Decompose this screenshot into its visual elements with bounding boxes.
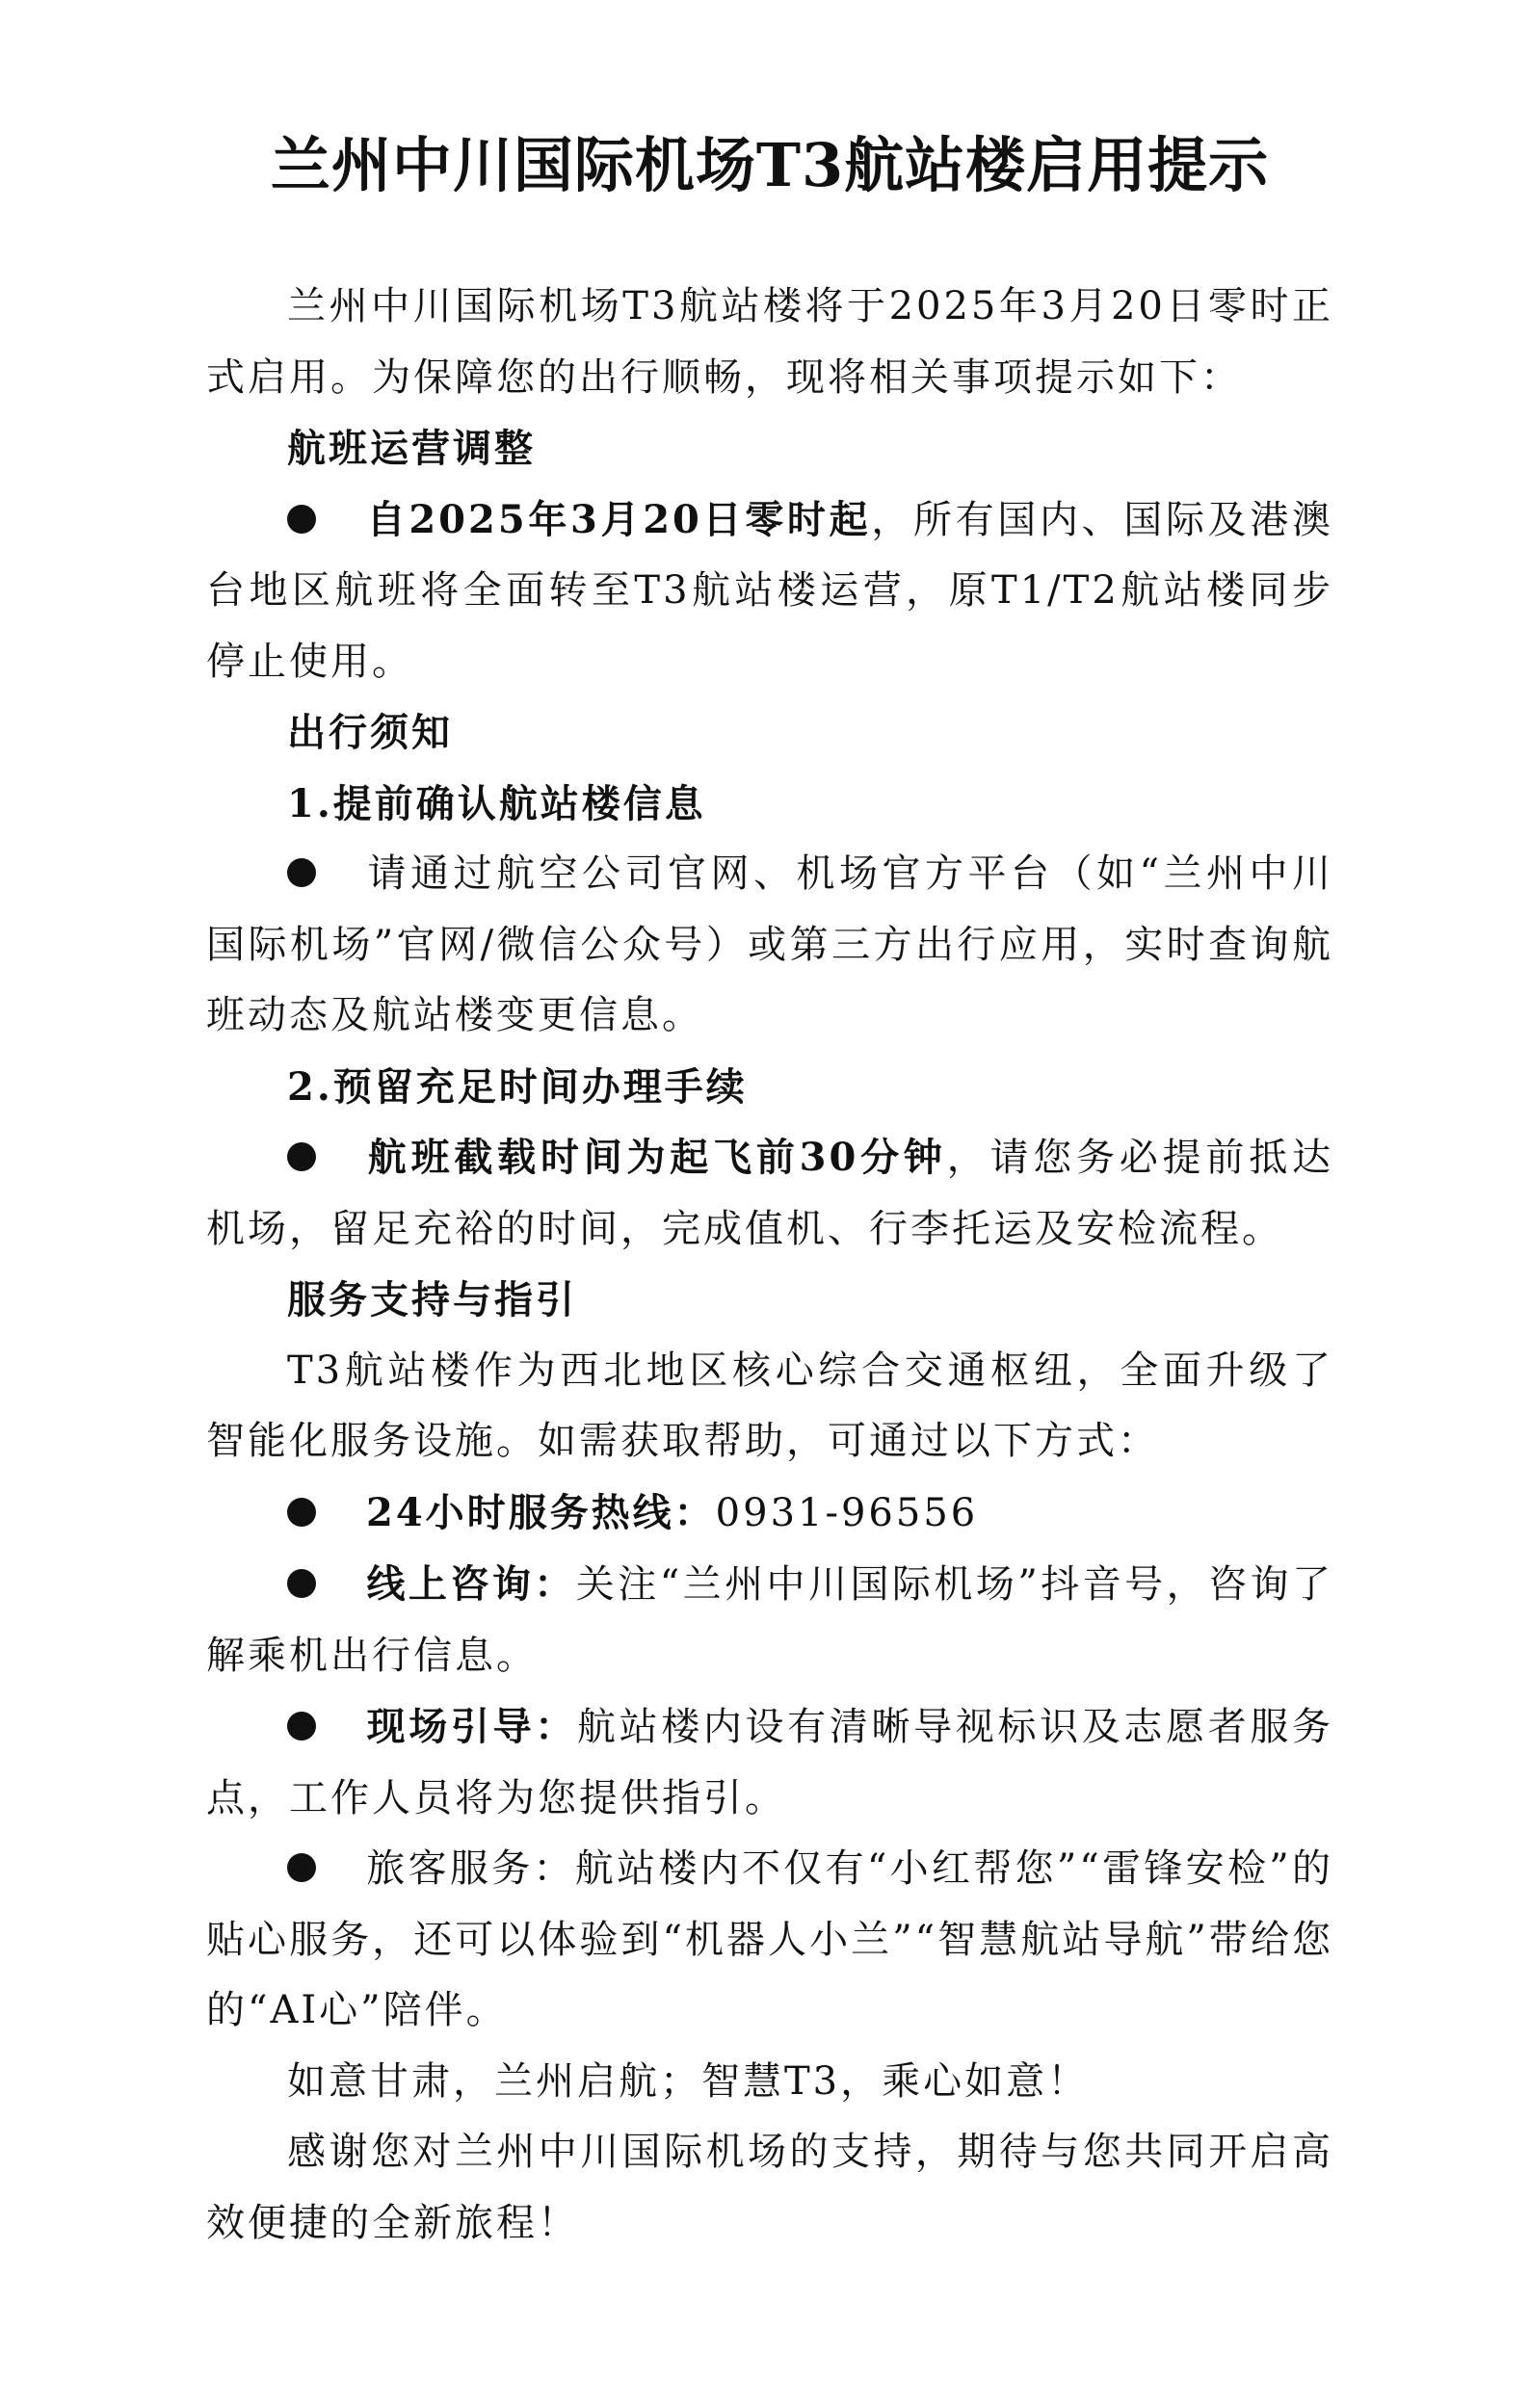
page-title: 兰州中川国际机场T3航站楼启用提示 bbox=[270, 130, 1270, 200]
onsite-guide-label: 现场引导： bbox=[366, 1704, 577, 1749]
online-consult-text: 关注“兰州中川国际机场”抖音号，咨询了解乘机出行信息。 bbox=[206, 1562, 1333, 1678]
hotline-bullet bbox=[206, 1478, 1333, 1550]
hotline-label: 24小时服务热线： bbox=[366, 1489, 716, 1535]
service-support-intro: T3航站楼作为西北地区核心综合交通枢纽，全面升级了智能化服务设施。如需获取帮助，可通过以下方式： bbox=[206, 1348, 1333, 1463]
passenger-service-text: 旅客服务：航站楼内不仅有“小红帮您”“雷锋安检”的贴心服务，还可以体验到“机器人小兰”“智慧航站导航”带给您的“AI心”陪伴。 bbox=[206, 1846, 1333, 2032]
bullet-dot-icon bbox=[287, 1142, 316, 1171]
onsite-guide-text: 航站楼内设有清晰导视标识及志愿者服务点，工作人员将为您提供指引。 bbox=[206, 1705, 1334, 1820]
confirm-terminal-bullet bbox=[206, 839, 1333, 1052]
online-consult-bullet bbox=[206, 1549, 1333, 1691]
bullet-dot-icon bbox=[287, 1853, 316, 1882]
onsite-guide-bullet bbox=[206, 1691, 1333, 1834]
section-heading-flight-operations: 航班运营调整 bbox=[287, 426, 536, 471]
online-consult-label: 线上咨询： bbox=[366, 1561, 576, 1607]
bullet-dot-icon bbox=[287, 505, 316, 534]
document-body bbox=[206, 272, 1333, 2259]
reserve-time-text: ，请您务必提前抵达机场，留足充裕的时间，完成值机、行李托运及安检流程。 bbox=[206, 1136, 1334, 1251]
confirm-terminal-text: 请通过航空公司官网、机场官方平台（如“兰州中川国际机场”官网/微信公众号）或第三方出行应用，实时查询航班动态及航站楼变更信息。 bbox=[206, 851, 1333, 1037]
flight-operations-bullet bbox=[206, 484, 1333, 698]
subheading-confirm-terminal: 1.提前确认航站楼信息 bbox=[287, 780, 706, 826]
section-heading-service-support: 服务支持与指引 bbox=[287, 1277, 577, 1322]
bullet-dot-icon bbox=[287, 1712, 316, 1741]
bullet-dot-icon bbox=[287, 858, 316, 887]
hotline-number: 0931-96556 bbox=[715, 1490, 979, 1535]
intro-paragraph: 兰州中川国际机场T3航站楼将于2025年3月20日零时正式启用。为保障您的出行顺畅，现将相关事项提示如下： bbox=[206, 284, 1333, 400]
reserve-time-bold-text: 航班截载时间为起飞前30分钟 bbox=[366, 1135, 947, 1180]
section-heading-travel-notice: 出行须知 bbox=[287, 710, 453, 755]
flight-operations-text: ，所有国内、国际及港澳台地区航班将全面转至T3航站楼运营，原T1/T2航站楼同步停止使用。 bbox=[206, 497, 1333, 684]
closing-thanks: 感谢您对兰州中川国际机场的支持，期待与您共同开启高效便捷的全新旅程！ bbox=[206, 2130, 1333, 2245]
passenger-service-bullet bbox=[206, 1834, 1333, 2047]
bullet-dot-icon bbox=[287, 1498, 316, 1527]
reserve-time-bullet bbox=[206, 1122, 1333, 1265]
subheading-reserve-time: 2.预留充足时间办理手续 bbox=[287, 1063, 748, 1110]
flight-operations-bold-text: 自2025年3月20日零时起 bbox=[366, 496, 872, 542]
closing-slogan: 如意甘肃，兰州启航；智慧T3，乘心如意！ bbox=[287, 2058, 1090, 2104]
bullet-dot-icon bbox=[287, 1569, 316, 1598]
